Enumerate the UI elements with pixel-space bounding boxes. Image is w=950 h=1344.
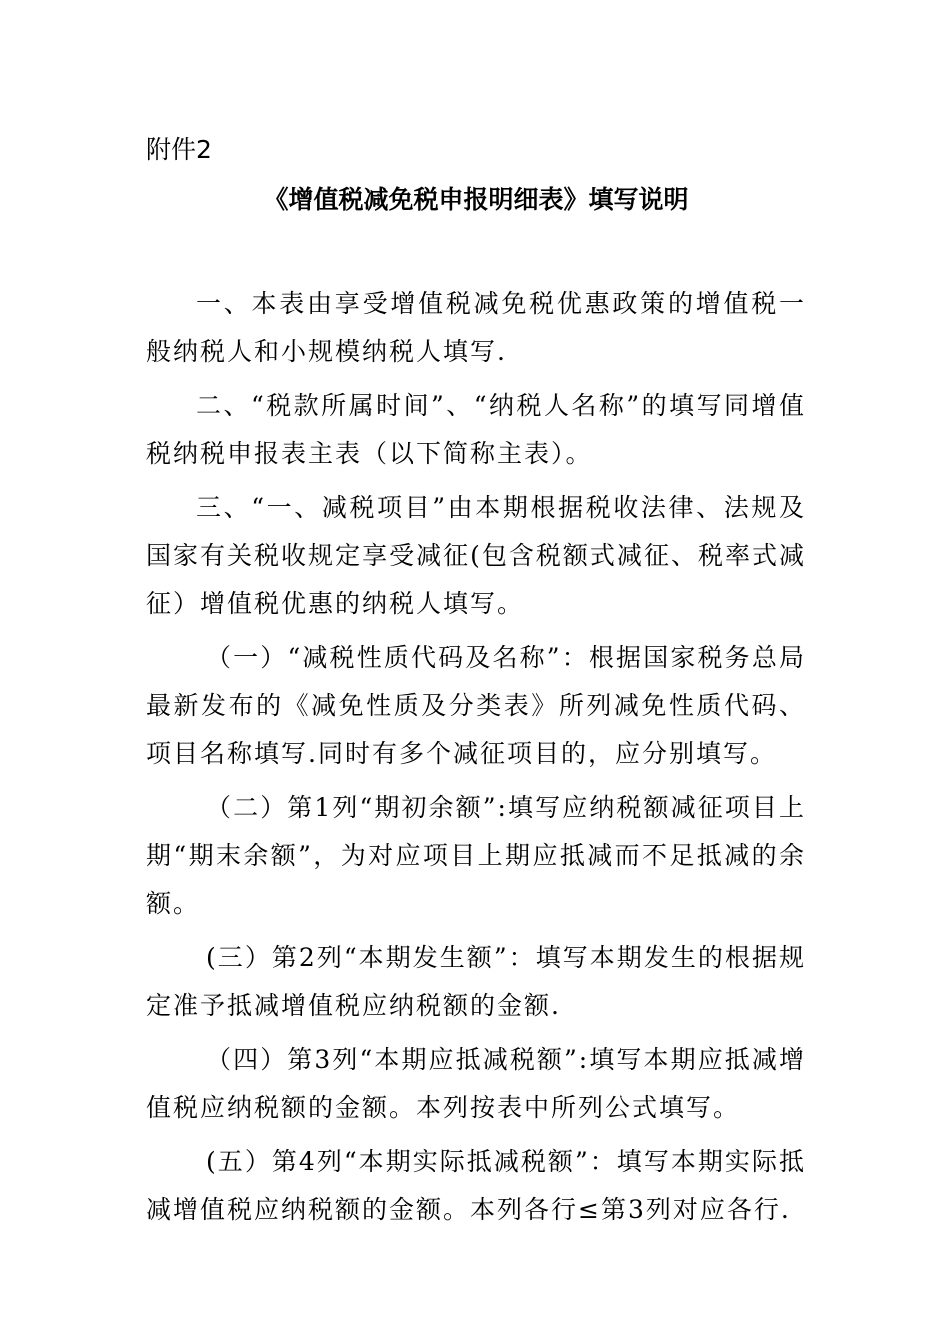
document-body — [146, 280, 806, 1240]
document-title: 《增值税减免税申报明细表》填写说明 — [263, 185, 689, 214]
paragraph-8: (五）第4列“本期实际抵减税额”：填写本期实际抵减增值税应纳税额的金额。本列各行≤第3列对应各行. — [146, 1147, 806, 1224]
paragraph-6: (三）第2列“本期发生额”：填写本期发生的根据规定准予抵减增值税应纳税额的金额. — [146, 943, 806, 1020]
paragraph-1: 一、本表由享受增值税减免税优惠政策的增值税一般纳税人和小规模纳税人填写. — [146, 289, 806, 366]
paragraph-2: 二、“税款所属时间”、“纳税人名称”的填写同增值税纳税申报表主表（以下简称主表）。 — [146, 391, 806, 468]
paragraph-3: 三、“一、减税项目”由本期根据税收法律、法规及国家有关税收规定享受减征(包含税额式减征、税率式减征）增值税优惠的纳税人填写。 — [146, 493, 806, 618]
paragraph-4: （一）“减税性质代码及名称”：根据国家税务总局最新发布的《减免性质及分类表》所列减免性质代码、项目名称填写.同时有多个减征项目的，应分别填写。 — [146, 643, 806, 768]
attachment-label: 附件2 — [146, 135, 212, 164]
paragraph-5: （二）第1列“期初余额”:填写应纳税额减征项目上期“期末余额”，为对应项目上期应抵减而不足抵减的余额。 — [146, 793, 806, 918]
paragraph-7: （四）第3列“本期应抵减税额”:填写本期应抵减增值税应纳税额的金额。本列按表中所列公式填写。 — [146, 1045, 806, 1122]
